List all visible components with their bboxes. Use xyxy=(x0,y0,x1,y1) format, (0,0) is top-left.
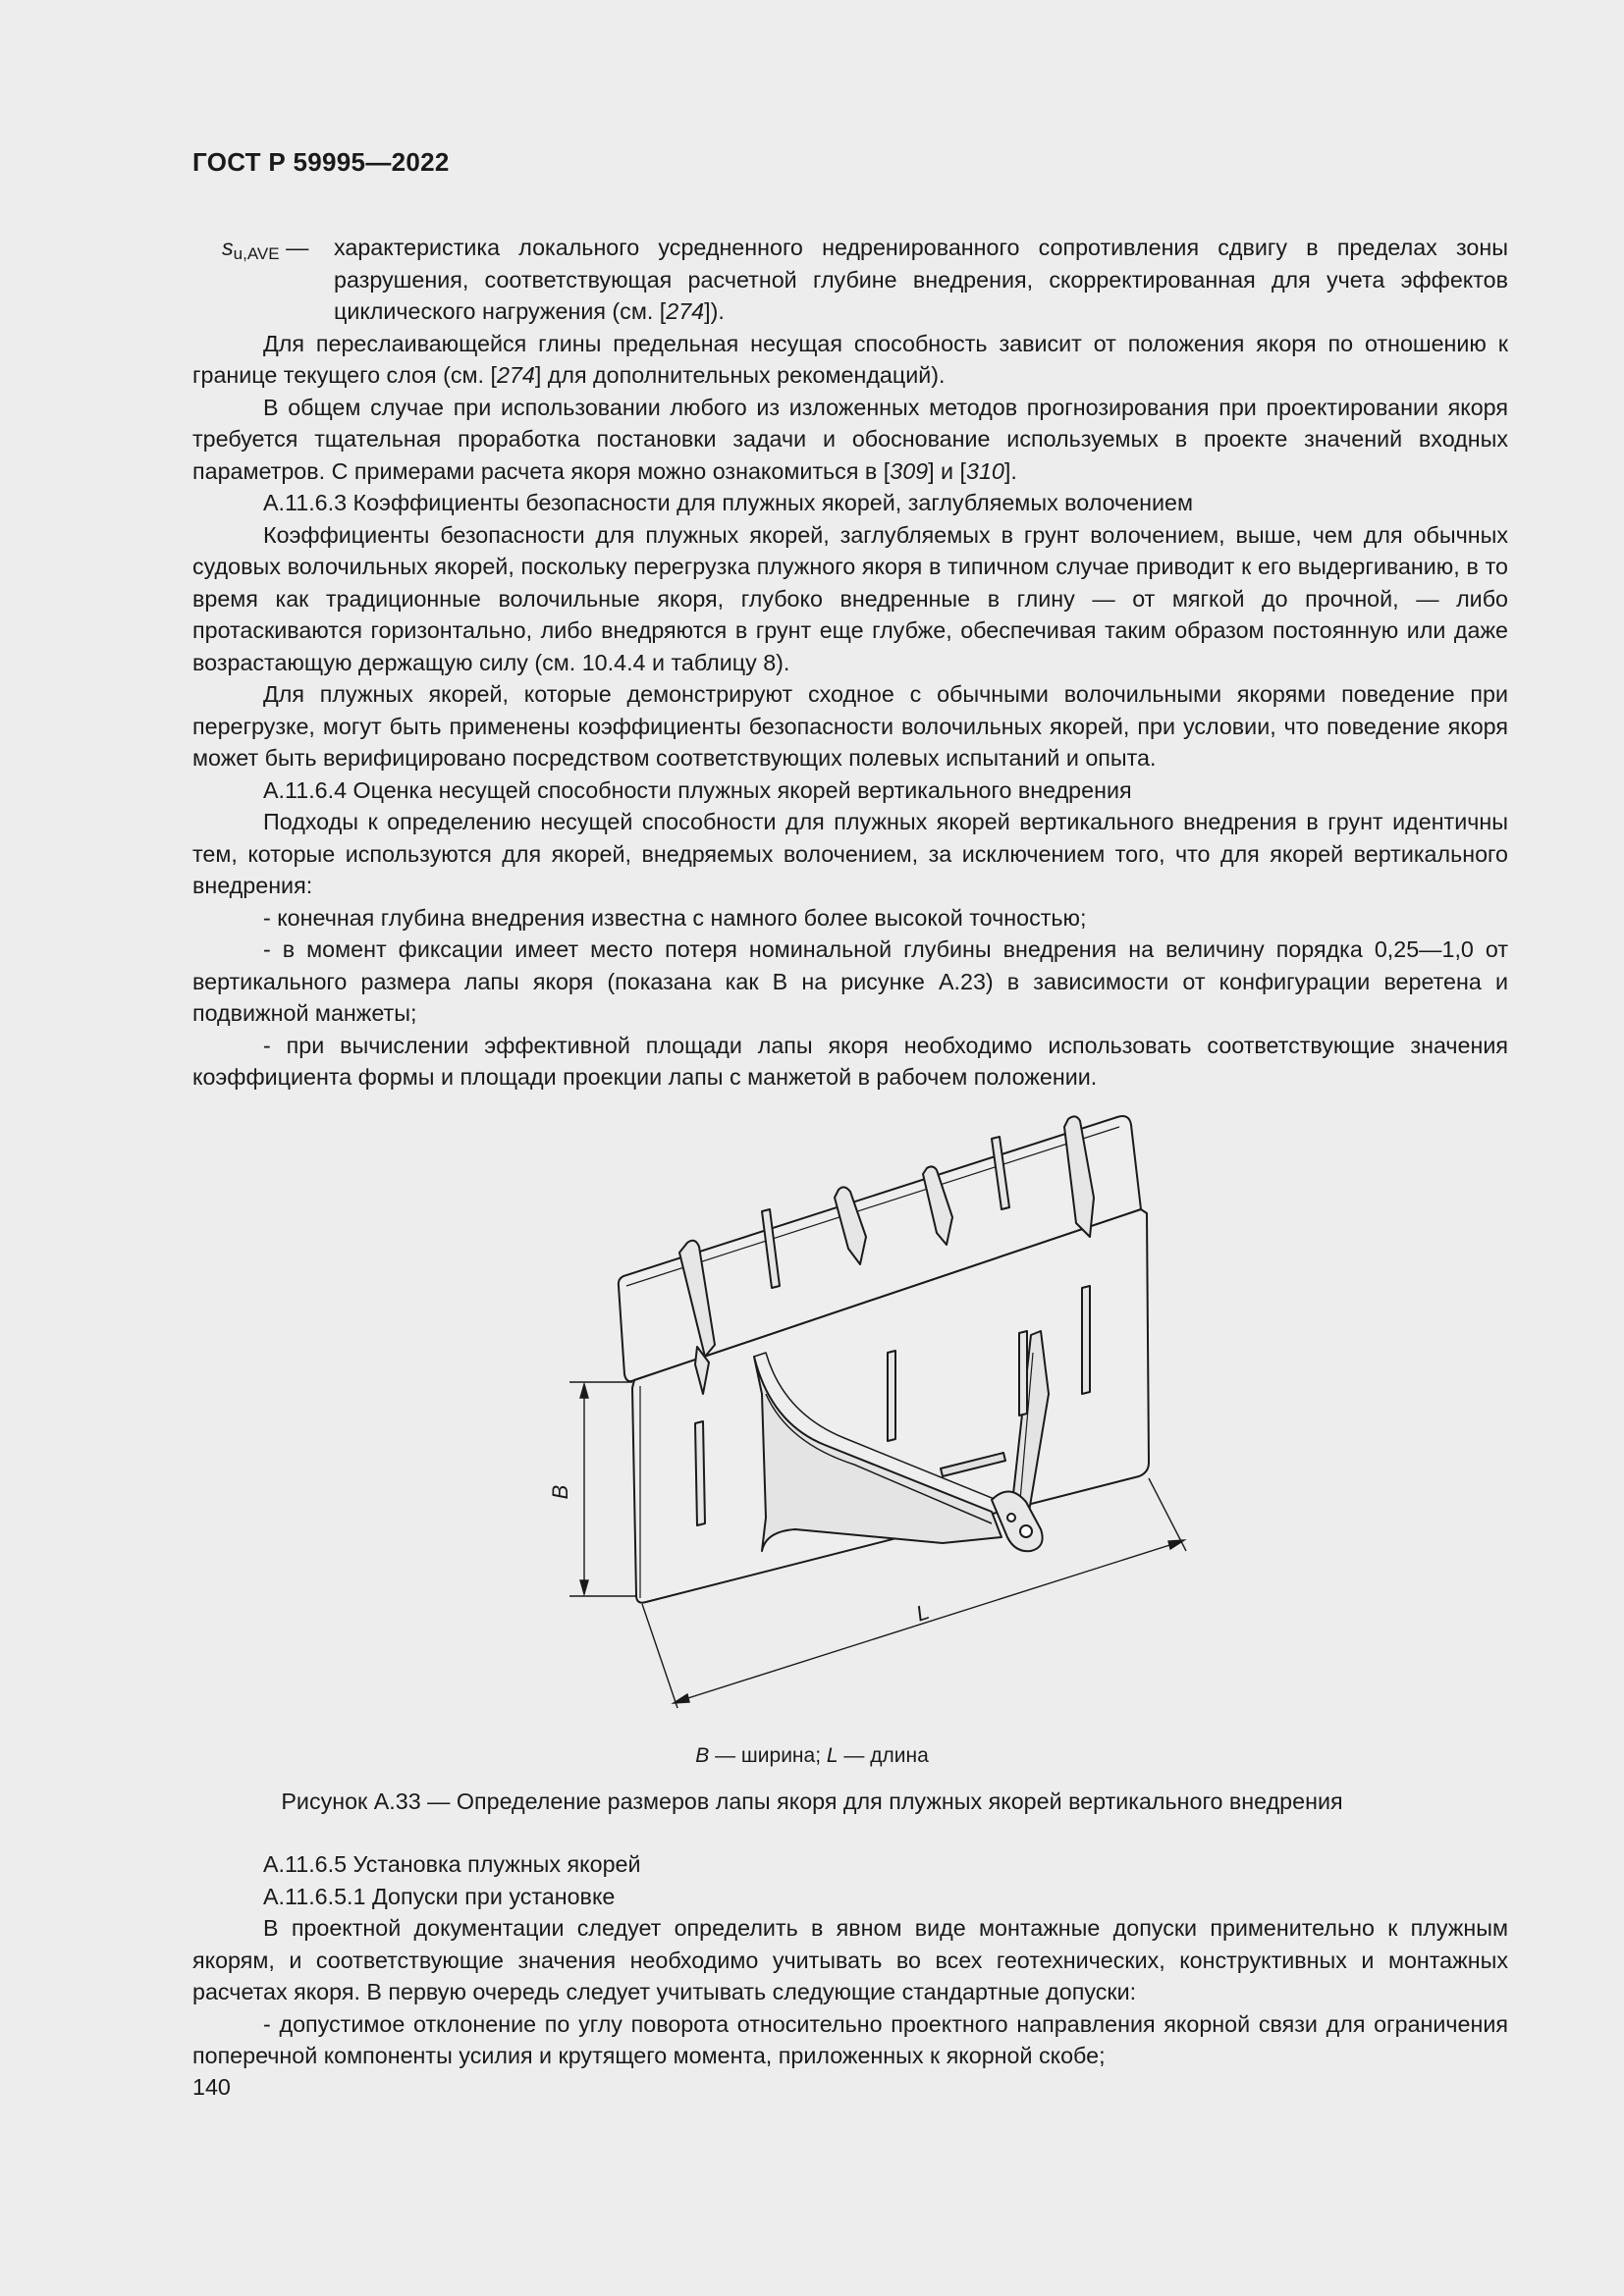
paragraph-tolerances: В проектной документации следует определить в явном виде монтажные допуски применительно к плужным якорям, и соответствующие значения необходимо учитывать во всех геотехнических, конструктивных и монтажных расчетах якоря. В первую очередь следует учитывать следующие стандартные допуски: xyxy=(192,1915,1508,2004)
definition-symbol: $s_{u,AVE}$ — xyxy=(222,235,309,263)
paragraph-clay-layers: Для переслаивающейся глины предельная несущая способность зависит от положения якоря по отношению к границе текущего слоя (см. [274] для дополнительных рекомендаций). xyxy=(192,330,1508,388)
figure-legend: B — ширина; L — длина xyxy=(695,1744,929,1767)
text-block-top xyxy=(192,232,1508,1094)
heading-a-11-6-5: А.11.6.5 Установка плужных якорей xyxy=(263,1851,641,1877)
definition-entry xyxy=(192,232,1508,328)
paragraph-design-methods: В общем случае при использовании любого из изложенных методов прогнозирования при проектировании якоря требуется тщательная проработка постановки задачи и обоснование используемых в проекте значений входных параметров. С примерами расчета якоря можно ознакомиться в [309] и [310]. xyxy=(192,394,1508,484)
document-header: ГОСТ Р 59995—2022 xyxy=(192,147,450,177)
text-block-bottom xyxy=(192,1848,1508,2072)
heading-a-11-6-5-1: А.11.6.5.1 Допуски при установке xyxy=(263,1883,616,1909)
paragraph-drag-anchor-factors: Для плужных якорей, которые демонстрируют сходное с обычными волочильными якорями поведение при перегрузке, могут быть применены коэффициенты безопасности волочильных якорей, при условии, что поведение якоря может быть верифицировано посредством соответствующих полевых испытаний и опыта. xyxy=(192,681,1508,771)
list-item: - конечная глубина внедрения известна с намного более высокой точностью; xyxy=(263,904,1087,931)
fin xyxy=(888,1351,895,1441)
figure-caption: Рисунок А.33 — Определение размеров лапы якоря для плужных якорей вертикального внедрения xyxy=(281,1789,1343,1814)
definition-text: характеристика локального усредненного недренированного сопротивления сдвигу в пределах зоны разрушения, соответствующая расчетной глубине внедрения, скорректированная для учета эффектов циклического нагружения (см. [274]). xyxy=(334,235,1508,324)
anchor-fluke-drawing xyxy=(530,1099,1218,1728)
dimension-b xyxy=(569,1382,636,1596)
list-item: - при вычислении эффективной площади лапы якоря необходимо использовать соответствующие значения коэффициента формы и площади проекции лапы с манжетой в рабочем положении. xyxy=(192,1032,1508,1090)
list-item: - допустимое отклонение по углу поворота относительно проектного направления якорной связи для ограничения поперечной компоненты усилия и крутящего момента, приложенных к якорной скобе; xyxy=(192,2010,1508,2068)
figure-anchor-fluke xyxy=(530,1099,1218,1728)
heading-a-11-6-4: А.11.6.4 Оценка несущей способности плужных якорей вертикального внедрения xyxy=(263,776,1132,803)
paragraph-safety-factors: Коэффициенты безопасности для плужных якорей, заглубляемых в грунт волочением, выше, чем для обычных судовых волочильных якорей, поскольку перегрузка плужного якоря в типичном случае приводит к его выдергиванию, в то время как традиционные волочильные якоря, глубоко внедренные в глину — от мягкой до прочной, — либо протаскиваются горизонтально, либо внедряются в грунт еще глубже, обеспечивая таким образом постоянную или даже возрастающую держащую силу (см. 10.4.4 и таблицу 8). xyxy=(192,521,1508,675)
paragraph-capacity-approach: Подходы к определению несущей способности для плужных якорей вертикального внедрения в грунт идентичны тем, которые используются для якорей, внедряемых волочением, за исключением того, что для якорей вертикального внедрения: xyxy=(192,809,1508,898)
list-item: - в момент фиксации имеет место потеря номинальной глубины внедрения на величину порядка 0,25—1,0 от вертикального размера лапы якоря (показана как B на рисунке А.23) в зависимости от конфигурации веретена и подвижной манжеты; xyxy=(192,936,1508,1026)
heading-a-11-6-3: А.11.6.3 Коэффициенты безопасности для плужных якорей, заглубляемых волочением xyxy=(263,490,1193,515)
fin xyxy=(1019,1331,1027,1415)
dimension-b-label: B xyxy=(548,1484,572,1500)
page-number: 140 xyxy=(192,2074,231,2100)
fin xyxy=(695,1421,705,1525)
fin xyxy=(1082,1286,1090,1394)
dimension-l-label: L xyxy=(912,1599,933,1627)
